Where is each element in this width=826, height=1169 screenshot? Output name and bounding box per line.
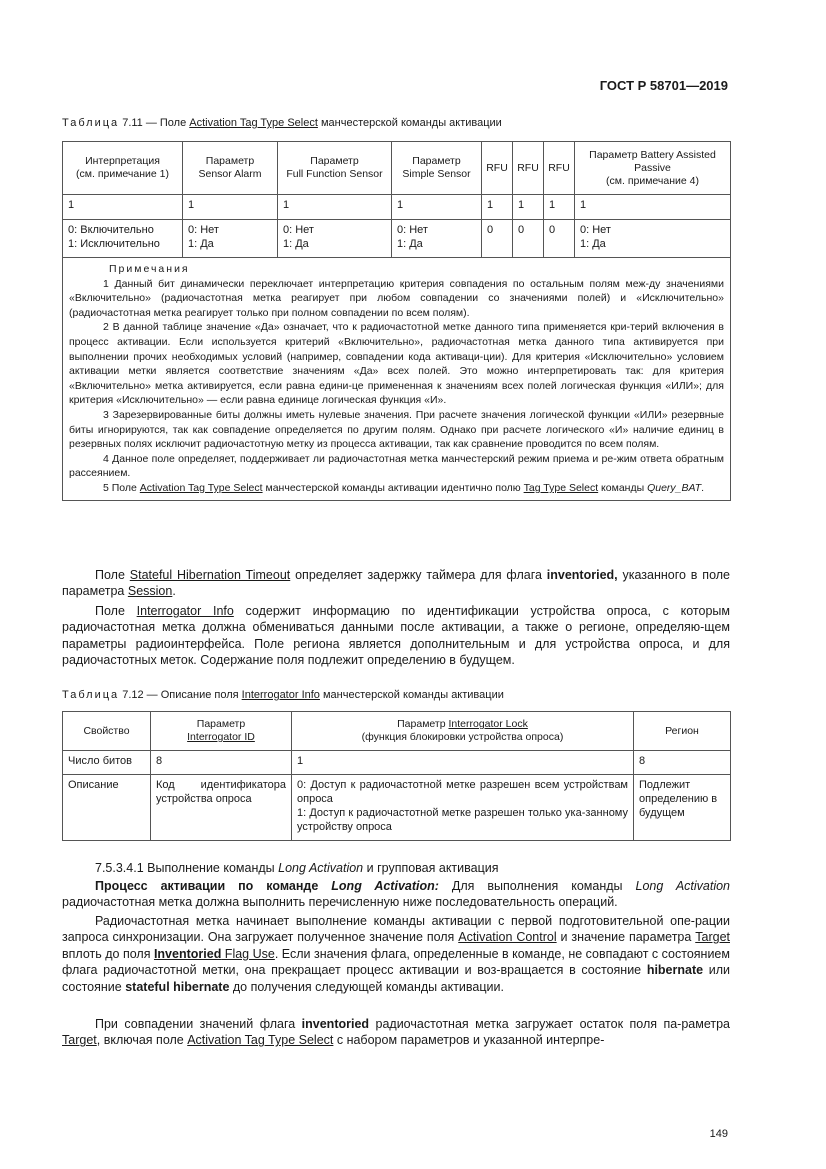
table-cell: Описание: [63, 775, 151, 841]
table-711-header-row: [63, 142, 731, 195]
paragraph-long-activation: [62, 878, 730, 911]
table-712-caption: [62, 689, 504, 701]
table-cell: 1: [63, 195, 183, 220]
standard-header: ГОСТ Р 58701—2019: [599, 78, 728, 93]
paragraph-inventoried-match: [62, 1016, 730, 1049]
caption-rest: манчестерской команды активации: [319, 689, 504, 701]
lock-option-1: 1: Доступ к радиочастотной метке разрешен только ука-занному устройству опроса: [297, 807, 628, 833]
note5-command: Query_BAT: [647, 481, 702, 494]
s2-link-1: Activation Control: [458, 930, 557, 945]
s3-bold: inventoried: [301, 1017, 370, 1031]
caption-prefix: Таблица: [62, 689, 120, 701]
header-lock-line1: [297, 718, 628, 731]
table-cell: 1: [278, 195, 392, 220]
note-3: 3 Зарезервированные биты должны иметь нулевые значения. При расчете значения логической функции «ИЛИ» резервные биты игнорируются, так как совпадение определяется по другим полям. Однако при расчете логического «И» наличие единиц в резервных полях исключит радиочастотную метку из процесса активации, так как сравнение проводится по всем полям.: [69, 408, 724, 451]
caption-link: Interrogator Info: [241, 689, 320, 701]
paragraph-activation-control: [62, 913, 730, 995]
table-cell: 1: [513, 195, 544, 220]
s1-a: Для выполнения команды: [438, 879, 636, 893]
p2-a: Поле: [95, 604, 137, 618]
p1-b: определяет задержку таймера для флага: [290, 568, 547, 582]
lock-option-0: 0: Доступ к радиочастотной метке разрешен всем устройствам опроса: [297, 779, 628, 805]
header-lock-link: Interrogator Lock: [448, 718, 528, 730]
s3-c: , включая поле: [96, 1033, 188, 1048]
col-header-property: Свойство: [63, 712, 151, 751]
table-cell: 1: [183, 195, 278, 220]
notes-title: Примечания: [109, 263, 190, 275]
table-711-values-row: [63, 220, 731, 258]
heading-a: 7.5.3.4.1 Выполнение команды: [95, 861, 279, 875]
table-cell: 0: Нет 1: Да: [278, 220, 392, 258]
table-712-header-row: [63, 712, 731, 751]
col-header-battery-assisted: Параметр Battery Assisted Passive (см. примечание 4): [575, 142, 731, 195]
paragraph-stateful-hibernation: [62, 567, 730, 600]
table-cell: 1: [292, 751, 634, 775]
table-712: [62, 711, 731, 841]
note5-link-2: Tag Type Select: [523, 481, 599, 494]
col-header-rfu-2: RFU: [513, 142, 544, 195]
s2-bold-1: hibernate: [646, 963, 704, 978]
p1-bold: inventoried,: [546, 568, 618, 582]
note5-text-c: команды: [598, 481, 648, 494]
table-712-description-row: [63, 775, 731, 841]
caption-link: Activation Tag Type Select: [189, 117, 318, 129]
table-cell: Число битов: [63, 751, 151, 775]
s1-bold-a: Процесс активации по команде: [95, 879, 332, 893]
note5-text-b: манчестерской команды активации идентично полю: [262, 481, 524, 494]
table-cell: 8: [151, 751, 292, 775]
heading-italic: Long Activation: [278, 861, 364, 875]
table-cell: 0: [544, 220, 575, 258]
table-cell: 0: Включительно 1: Исключительно: [63, 220, 183, 258]
caption-prefix: Таблица: [62, 117, 120, 129]
s2-f: до получения следующей команды активации.: [229, 979, 504, 994]
col-header-interrogator-id: [151, 712, 292, 751]
note-1: 1 Данный бит динамически переключает интерпретацию критерия совпадения по остальным полям меж-ду значениями «Включительно» (радиочастотная метка реагирует при любом совпадении со значениями полей) и «Исключительно» (радиочастотная метка реагирует только при полном совпадении по всем полям).: [69, 277, 724, 319]
table-cell: Код идентификатора устройства опроса: [151, 775, 292, 841]
note5-link-1: Activation Tag Type Select: [139, 481, 263, 494]
s1-b: радиочастотная метка должна выполнить перечисленную ниже последовательность операций.: [62, 895, 618, 910]
table-712-bits-row: [63, 751, 731, 775]
p1-a: Поле: [95, 568, 130, 582]
header-id-link: Interrogator ID: [187, 731, 255, 743]
note-2: 2 В данной таблице значение «Да» означает, что к радиочастотной метке данного типа применяется кри-терий включения в процесс активации. Если используется критерий «Включительно», радиочастотная метка данного типа активируется при выполнении прочих необходимых условий (например, совпадении кода активаци-ции). Для критерия «Исключительно» условием активации метки является соответствие значениям «Да» всех полей. Это можно интерпретировать так: для критерия «Включительно» метка активируется, если равна едини-це примененная к значениям всех полей логическая функция «ИЛИ»; для критерия «Исключительно» — если равна единице логическая функция «И».: [69, 321, 724, 407]
s3-link-1: Target: [62, 1033, 97, 1048]
s2-bold-2: stateful hibernate: [125, 979, 230, 994]
table-cell: Подлежит определению в будущем: [634, 775, 731, 841]
note-4: 4 Данное поле определяет, поддерживает ли радиочастотная метка манчестерский режим приема и ре-жим ответа обратным рассеянием.: [69, 452, 724, 480]
note5-text-a: 5 Поле: [103, 481, 140, 494]
page-number: 149: [709, 1128, 728, 1140]
s2-link-3-bold: Inventoried: [153, 946, 222, 961]
table-cell: [292, 775, 634, 841]
p1-link-1: Stateful Hibernation Timeout: [129, 568, 291, 582]
s2-c: вплоть до поля: [62, 946, 154, 961]
p2-b: содержит информацию по идентификации устройства опроса, с которым радиочастотная метка должна обмениваться данными после активации, а также о регионе, определяю-щем параметры радиоинтерфейса. Поле региона является дополнительным и для устройства опроса, и для радиочастотных меток. Содержание поля подлежит определению в будущем.: [62, 604, 730, 668]
s3-a: При совпадении значений флага: [95, 1017, 302, 1031]
table-cell: 0: Нет 1: Да: [183, 220, 278, 258]
table-cell: 0: [482, 220, 513, 258]
col-header-rfu-3: RFU: [544, 142, 575, 195]
col-header-simple-sensor: Параметр Simple Sensor: [392, 142, 482, 195]
table-711-notes-row: [63, 258, 731, 501]
p1-c: указанного в поле параметра: [62, 568, 730, 599]
section-heading: [62, 860, 730, 876]
s1-bold-italic: Long Activation:: [331, 879, 439, 893]
table-cell: 1: [544, 195, 575, 220]
s2-d: . Если значения флага, определенные в команде, не совпадают с состоянием флага радиочастотной метки, она прекращает процесс активации и воз-вращается в состояние: [62, 946, 730, 978]
table-cell: 8: [634, 751, 731, 775]
table-711: [62, 141, 731, 501]
s2-a: Радиочастотная метка начинает выполнение команды активации с первой подготовительной опе-рации запроса синхронизации. Она загружает полученное значение поля: [62, 914, 730, 945]
p1-d: .: [172, 584, 176, 599]
p2-link: Interrogator Info: [136, 604, 234, 618]
col-header-sensor-alarm: Параметр Sensor Alarm: [183, 142, 278, 195]
caption-number: 7.12 — Описание поля: [119, 689, 242, 701]
note-5: [69, 481, 724, 496]
s2-b: и значение параметра: [556, 930, 696, 945]
col-header-region: Регион: [634, 712, 731, 751]
s3-link-2: Activation Tag Type Select: [187, 1033, 334, 1048]
col-header-rfu-1: RFU: [482, 142, 513, 195]
table-cell: 1: [482, 195, 513, 220]
caption-rest: манчестерской команды активации: [317, 117, 502, 129]
table-711-bits-row: [63, 195, 731, 220]
table-cell: 0: [513, 220, 544, 258]
p1-link-2: Session: [127, 584, 173, 599]
table-cell: 1: [392, 195, 482, 220]
s3-d: с набором параметров и указанной интерпре-: [333, 1033, 605, 1048]
table-cell: 0: Нет 1: Да: [392, 220, 482, 258]
header-lock-line2: (функция блокировки устройства опроса): [361, 731, 564, 743]
col-header-full-function: Параметр Full Function Sensor: [278, 142, 392, 195]
caption-number: 7.11 — Поле: [119, 117, 190, 129]
s2-e: или состояние: [62, 963, 731, 994]
s1-italic: Long Activation: [635, 879, 731, 893]
table-711-notes: [63, 258, 731, 501]
s3-b: радиочастотная метка загружает остаток поля па-раметра: [369, 1017, 731, 1031]
table-cell: 0: Нет 1: Да: [575, 220, 731, 258]
s2-link-2: Target: [695, 930, 730, 945]
heading-b: и групповая активация: [363, 861, 499, 875]
header-lock-pre: Параметр: [397, 718, 449, 730]
col-header-interpretation: Интерпретация (см. примечание 1): [63, 142, 183, 195]
header-id-line1: Параметр: [196, 718, 246, 730]
table-cell: 1: [575, 195, 731, 220]
table-711-caption: [62, 117, 502, 129]
note5-end: .: [701, 481, 705, 494]
s2-link-3: Flag Use: [221, 946, 275, 961]
col-header-interrogator-lock: [292, 712, 634, 751]
paragraph-interrogator-info: [62, 603, 730, 669]
